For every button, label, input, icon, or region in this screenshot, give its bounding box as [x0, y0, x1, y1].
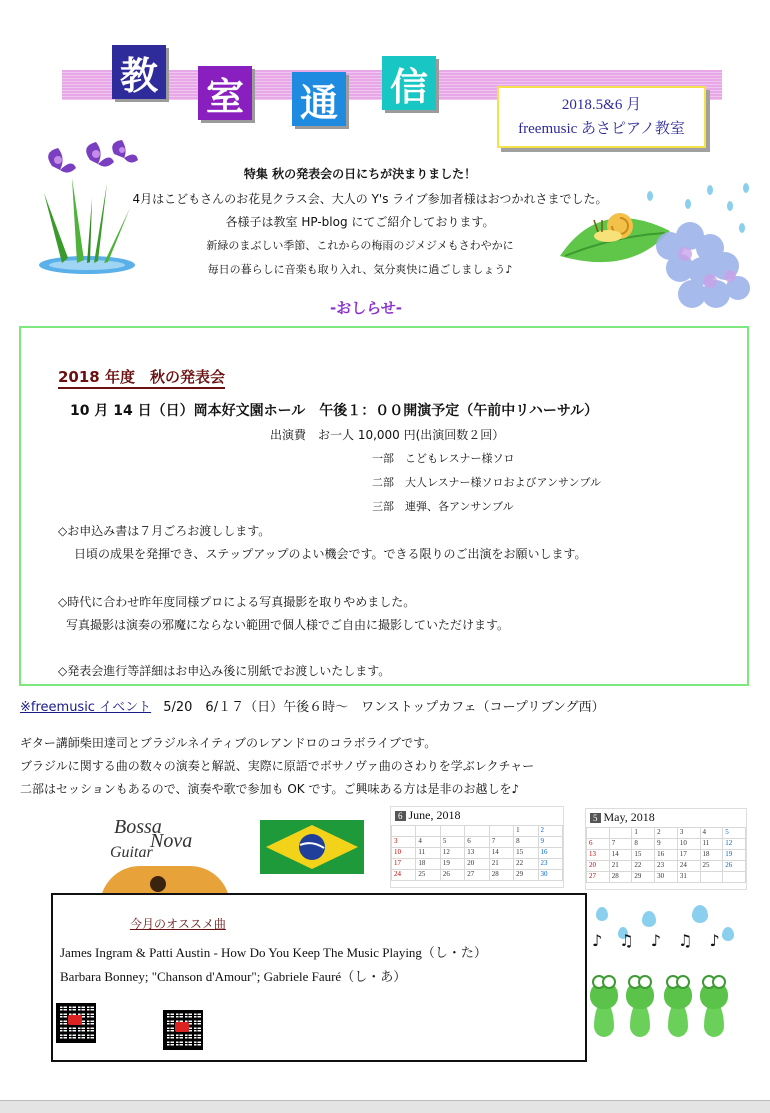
calendar-day: 11 — [416, 848, 440, 859]
calendar-day: 14 — [609, 850, 632, 861]
bossa-text: Bossa — [114, 816, 162, 838]
calendar-week-row — [392, 837, 563, 848]
raindrop-icon — [642, 911, 656, 927]
calendar-day: 4 — [700, 828, 723, 839]
calendar-week-row — [587, 839, 746, 850]
calendar-day: 2 — [538, 826, 562, 837]
title-char-2: 室 — [198, 66, 252, 120]
school-name-en: freemusic — [518, 121, 578, 137]
calendar-day — [440, 826, 464, 837]
calendar-week-row — [392, 826, 563, 837]
calendar-week-row — [587, 872, 746, 883]
calendar-day: 7 — [609, 839, 632, 850]
notice-item-1-title: ◇お申込み書は７月ごろお渡しします。 — [58, 524, 271, 538]
calendar-may-title: May, 2018 — [603, 810, 655, 824]
youtube-icon — [68, 1015, 82, 1025]
calendar-day: 5 — [723, 828, 746, 839]
calendar-day: 25 — [700, 861, 723, 872]
recommend-heading: 今月のオススメ曲 — [130, 917, 226, 931]
calendar-day: 10 — [392, 848, 416, 859]
frog-icon — [664, 981, 692, 1009]
calendar-day: 24 — [392, 870, 416, 881]
calendar-day — [700, 872, 723, 883]
calendar-day: 13 — [587, 850, 610, 861]
calendar-week-row — [587, 861, 746, 872]
frog-icon — [590, 981, 618, 1009]
title-char-1: 教 — [112, 45, 166, 99]
calendar-week-row — [392, 870, 563, 881]
calendar-day: 8 — [514, 837, 538, 848]
calendar-june-title: June, 2018 — [408, 808, 461, 822]
intro-line-1: 4月はこどもさんのお花見クラス会、大人の Y's ライブ参加者様はおつかれさまでした。 — [132, 192, 608, 206]
bossa-nova-guitar-image — [80, 814, 230, 896]
calendar-day: 13 — [465, 848, 489, 859]
calendar-day: 20 — [465, 859, 489, 870]
calendar-may-grid — [586, 827, 746, 883]
calendar-day: 18 — [700, 850, 723, 861]
calendar-day — [587, 828, 610, 839]
calendar-day: 28 — [489, 870, 513, 881]
calendar-june-header — [391, 807, 563, 825]
intro-line-2: 各様子は教室 HP-blog にてご紹介しております。 — [225, 215, 495, 229]
school-name — [499, 117, 704, 141]
calendar-day: 10 — [677, 839, 700, 850]
calendar-day: 30 — [655, 872, 678, 883]
calendar-day — [609, 828, 632, 839]
calendar-day: 15 — [632, 850, 655, 861]
calendar-day: 28 — [609, 872, 632, 883]
calendar-day: 16 — [538, 848, 562, 859]
calendar-day: 23 — [538, 859, 562, 870]
raindrop-icon — [692, 905, 708, 923]
calendar-week-row — [587, 828, 746, 839]
calendar-day: 26 — [723, 861, 746, 872]
feature-headline: 特集 秋の発表会の日にちが決まりました！ — [243, 167, 477, 181]
calendar-day: 29 — [514, 870, 538, 881]
calendar-day: 22 — [514, 859, 538, 870]
calendar-day: 21 — [609, 861, 632, 872]
calendar-day — [489, 826, 513, 837]
event-desc-3: 二部はセッションもあるので、演奏や歌で参加も OK です。ご興味ある方は是非のお越しを♪ — [20, 782, 520, 796]
raindrop-icon — [596, 907, 608, 921]
frog-icon — [700, 981, 728, 1009]
calendar-day: 17 — [392, 859, 416, 870]
youtube-icon — [175, 1022, 189, 1032]
calendar-day: 6 — [587, 839, 610, 850]
calendar-week-row — [392, 859, 563, 870]
calendar-may-header — [586, 809, 746, 827]
calendar-day: 18 — [416, 859, 440, 870]
calendar-day: 25 — [416, 870, 440, 881]
event-dates: 5/20 6/１７（日）午後６時〜 ワンストップカフェ（コープリブング西） — [163, 700, 605, 715]
calendar-day: 24 — [677, 861, 700, 872]
notice-heading: -おしらせ- — [330, 299, 403, 317]
music-notes-icon: ♪ ♫ ♪ ♫ ♪ — [592, 931, 726, 950]
notice-item-2-body: 写真撮影は演奏の邪魔にならない範囲で個人様でご自由に撮影していただけます。 — [66, 618, 510, 632]
calendar-week-row — [392, 848, 563, 859]
calendar-day — [392, 826, 416, 837]
calendar-day: 12 — [440, 848, 464, 859]
calendar-june-grid — [391, 825, 563, 881]
calendar-day: 29 — [632, 872, 655, 883]
issue-date: 2018.5&6 月 — [561, 97, 642, 113]
calendar-day: 1 — [514, 826, 538, 837]
program-part-2: 二部 大人レスナー様ソロおよびアンサンブル — [372, 476, 602, 489]
notice-item-3-title: ◇発表会進行等詳細はお申込み後に別紙でお渡しいたします。 — [58, 664, 391, 678]
calendar-day: 3 — [392, 837, 416, 848]
calendar-day: 23 — [655, 861, 678, 872]
calendar-day: 7 — [489, 837, 513, 848]
event-date-venue: 10 月 14 日（日）岡本好文園ホール 午後１：００開演予定（午前中リハーサル） — [70, 403, 599, 419]
frog-icon — [626, 981, 654, 1009]
iris-flower-illustration — [32, 138, 142, 278]
calendar-day: 6 — [465, 837, 489, 848]
calendar-day: 16 — [655, 850, 678, 861]
program-part-3: 三部 連弾、各アンサンブル — [372, 500, 514, 513]
event-fee: 出演費 お一人 10,000 円(出演回数２回） — [270, 428, 505, 442]
calendar-day: 22 — [632, 861, 655, 872]
calendar-day: 9 — [655, 839, 678, 850]
calendar-week-row — [587, 850, 746, 861]
notice-item-1-body: 日頃の成果を発揮でき、ステップアップのよい機会です。できる限りのご出演をお願いします。 — [74, 547, 587, 561]
calendar-day: 17 — [677, 850, 700, 861]
event-title: 2018 年度 秋の発表会 — [58, 366, 225, 389]
event-label: ※freemusic イベント — [20, 700, 152, 715]
calendar-june-badge: 6 — [395, 811, 406, 821]
calendar-day: 20 — [587, 861, 610, 872]
recommend-song-1: James Ingram & Patti Austin - How Do You Keep The Music Playing（し・た） — [60, 945, 487, 960]
calendar-day: 3 — [677, 828, 700, 839]
calendar-day: 15 — [514, 848, 538, 859]
calendar-day — [465, 826, 489, 837]
intro-line-4: 毎日の暮らしに音楽も取り入れ、気分爽快に過ごしましょう♪ — [207, 263, 513, 276]
calendar-day: 4 — [416, 837, 440, 848]
guitar-text: Guitar — [110, 844, 153, 861]
calendar-day: 26 — [440, 870, 464, 881]
calendar-day: 21 — [489, 859, 513, 870]
program-part-1: 一部 こどもレスナー様ソロ — [372, 452, 515, 465]
calendar-day: 30 — [538, 870, 562, 881]
calendar-day — [416, 826, 440, 837]
calendar-day: 19 — [440, 859, 464, 870]
brazil-flag-icon — [260, 820, 364, 874]
title-char-3: 通 — [292, 72, 346, 126]
calendar-june — [390, 806, 564, 888]
calendar-day — [723, 872, 746, 883]
calendar-day: 8 — [632, 839, 655, 850]
calendar-day: 1 — [632, 828, 655, 839]
calendar-day: 14 — [489, 848, 513, 859]
calendar-may-badge: 5 — [590, 813, 601, 823]
date-box — [497, 86, 706, 148]
event-line — [20, 696, 605, 715]
frogs-illustration — [582, 905, 752, 1045]
calendar-may — [585, 808, 747, 890]
calendar-day: 2 — [655, 828, 678, 839]
calendar-day: 19 — [723, 850, 746, 861]
event-desc-1: ギター講師柴田達司とブラジルネイティブのレアンドロのコラボライブです。 — [20, 736, 437, 750]
calendar-day: 12 — [723, 839, 746, 850]
nova-text: Nova — [150, 830, 193, 852]
title-char-4: 信 — [382, 56, 436, 110]
calendar-day: 27 — [465, 870, 489, 881]
guitar-soundhole-icon — [150, 876, 166, 892]
calendar-day: 5 — [440, 837, 464, 848]
recommend-song-2: Barbara Bonney; "Chanson d'Amour"; Gabriele Fauré（し・あ） — [60, 969, 407, 984]
calendar-day: 31 — [677, 872, 700, 883]
calendar-day: 9 — [538, 837, 562, 848]
page-bottom-edge — [0, 1100, 770, 1113]
event-desc-2: ブラジルに関する曲の数々の演奏と解説、実際に原語でボサノヴァ曲のさわりを学ぶレクチャー — [20, 759, 535, 773]
calendar-day: 27 — [587, 872, 610, 883]
notice-item-2-title: ◇時代に合わせ昨年度同様プロによる写真撮影を取りやめました。 — [58, 595, 416, 609]
calendar-day: 11 — [700, 839, 723, 850]
intro-line-3: 新緑のまぶしい季節、これからの梅雨のジメジメもさわやかに — [206, 239, 514, 252]
school-name-jp: あさピアノ教室 — [581, 121, 685, 137]
